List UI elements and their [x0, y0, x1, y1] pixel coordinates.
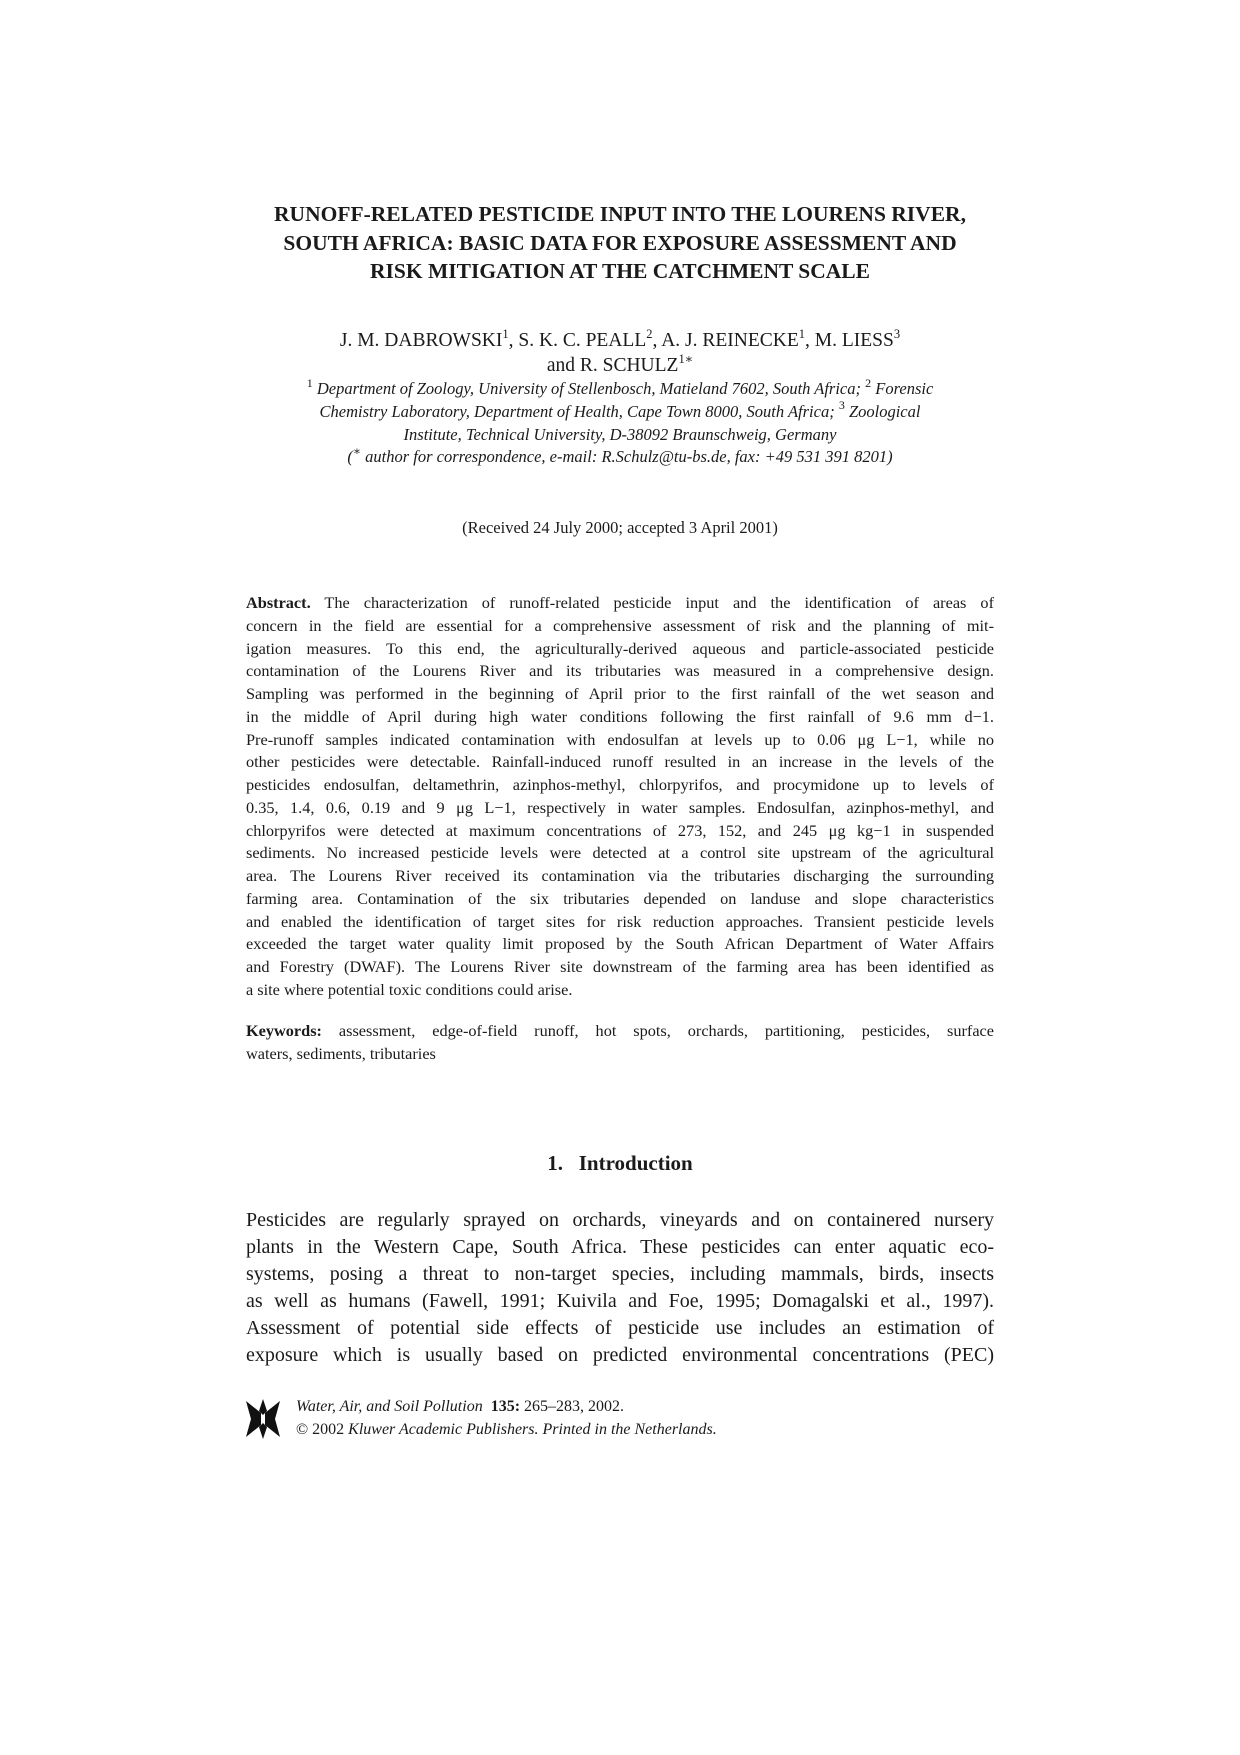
affil-text: Chemistry Laboratory, Department of Health, Cape Town 8000, South Africa;: [319, 401, 839, 421]
author-name: A. J. REINECKE: [661, 330, 799, 351]
received-dates: (Received 24 July 2000; accepted 3 April 2001): [462, 518, 778, 537]
citation: [296, 1395, 717, 1441]
paper-title: [230, 200, 1010, 286]
affiliation-line: Institute, Technical University, D-38092 Braunschweig, Germany: [403, 424, 837, 444]
abstract-line: sediments. No increased pesticide levels were detected at a control site upstream of the agricultural: [246, 843, 994, 863]
introduction-body: [246, 1207, 994, 1369]
body-line: Pesticides are regularly sprayed on orchards, vineyards and on containered nursery: [246, 1209, 994, 1231]
body-line: systems, posing a threat to non-target species, including mammals, birds, insects: [246, 1263, 994, 1285]
affil-marker: ∗: [352, 443, 362, 458]
author-name: S. K. C. PEALL: [518, 330, 647, 351]
author-name: J. M. DABROWSKI: [339, 330, 503, 351]
author-separator: ,: [652, 330, 662, 351]
affil-text: Department of Zoology, University of Stellenbosch, Matieland 7602, South Africa;: [312, 379, 866, 398]
copyright: © 2002: [296, 1421, 349, 1438]
abstract-line: chlorpyrifos were detected at maximum concentrations of 273, 152, and 245 μg kg−1 in suspended: [246, 820, 994, 840]
author-separator: ,: [508, 330, 519, 351]
abstract-line: and enabled the identification of target sites for risk reduction approaches. Transient pesticide levels: [246, 911, 994, 931]
affil-marker: 3: [838, 398, 845, 413]
citation-line: [296, 1395, 717, 1418]
abstract-line: and Forestry (DWAF). The Lourens River site downstream of the farming area has been identified as: [246, 957, 994, 976]
section-number: 1.: [547, 1151, 563, 1175]
body-line: as well as humans (Fawell, 1991; Kuivila and Foe, 1995; Domagalski et al., 1997).: [246, 1290, 994, 1312]
author-affil-marker: 2: [646, 326, 653, 341]
abstract-line: contamination of the Lourens River and its tributaries was measured in a comprehensive design.: [246, 661, 994, 681]
abstract-line: exceeded the target water quality limit proposed by the South African Department of Water Affairs: [246, 934, 994, 954]
publisher: Kluwer Academic Publishers. Printed in the Netherlands.: [348, 1421, 717, 1438]
keywords-line: waters, sediments, tributaries: [246, 1043, 436, 1063]
abstract-line: farming area. Contamination of the six tributaries depended on landuse and slope characteristics: [246, 888, 994, 908]
author-affil-marker: 1∗: [678, 351, 694, 366]
abstract-line: a site where potential toxic conditions could arise.: [246, 979, 573, 999]
keywords-text: assessment, edge-of-field runoff, hot spots, orchards, partitioning, pesticides, surface: [321, 1021, 994, 1040]
section-title-text: Introduction: [578, 1151, 693, 1175]
author-affil-marker: 1: [502, 326, 509, 341]
abstract-line: [246, 592, 994, 615]
author-separator: ,: [805, 330, 815, 351]
abstract-line: 0.35, 1.4, 0.6, 0.19 and 9 μg L−1, respectively in water samples. Endosulfan, azinphos-methyl, and: [246, 797, 994, 817]
abstract-line: Sampling was performed in the beginning of April prior to the first rainfall of the wet season and: [246, 684, 994, 703]
abstract-text: The characterization of runoff-related pesticide input and the identification of areas of: [310, 593, 994, 612]
body-line: exposure which is usually based on predicted environmental concentrations (PEC): [246, 1344, 994, 1366]
abstract-line: pesticides endosulfan, deltamethrin, azinphos-methyl, chlorpyrifos, and procymidone up to levels of: [246, 775, 994, 794]
keywords-line: [246, 1020, 994, 1043]
correspondence-line: [230, 443, 1010, 469]
section-heading: [230, 1151, 1010, 1176]
abstract: [246, 592, 994, 1002]
correspondence-text: author for correspondence, e-mail: R.Schulz@tu-bs.de, fax: +49 531 391 8201): [361, 447, 893, 467]
affiliation-line: [230, 375, 1010, 401]
abstract-line: in the middle of April during high water conditions following the first rainfall of 9.6 mm d−1.: [246, 706, 994, 726]
author-name: M. LIESS: [814, 330, 894, 351]
author-line: [230, 328, 1010, 353]
abstract-line: other pesticides were detectable. Rainfall-induced runoff resulted in an increase in the levels of the: [246, 752, 994, 772]
abstract-label: Abstract.: [246, 593, 311, 612]
author-name: and R. SCHULZ: [546, 355, 679, 376]
abstract-line: concern in the field are essential for a comprehensive assessment of risk and the planning of mit-: [246, 615, 994, 635]
title-line: RUNOFF-RELATED PESTICIDE INPUT INTO THE LOURENS RIVER,: [274, 202, 966, 226]
journal-footer: [246, 1395, 994, 1445]
affil-text: (: [347, 447, 353, 467]
title-line: SOUTH AFRICA: BASIC DATA FOR EXPOSURE ASSESSMENT AND: [283, 230, 957, 255]
body-line: plants in the Western Cape, South Africa. These pesticides can enter aquatic eco-: [246, 1236, 994, 1258]
keywords: [246, 1020, 994, 1066]
affil-text: Forensic: [871, 379, 934, 398]
body-line: Assessment of potential side effects of pesticide use includes an estimation of: [246, 1317, 994, 1339]
affil-marker: 1: [306, 375, 313, 390]
publisher-logo-icon: [246, 1399, 280, 1439]
journal-name: Water, Air, and Soil Pollution: [296, 1398, 483, 1415]
keywords-label: Keywords:: [246, 1021, 322, 1040]
title-line: RISK MITIGATION AT THE CATCHMENT SCALE: [370, 259, 870, 283]
journal-pages: 265–283, 2002.: [520, 1398, 625, 1415]
abstract-line: area. The Lourens River received its contamination via the tributaries discharging the surrounding: [246, 866, 994, 885]
affil-text: Zoological: [844, 401, 921, 421]
journal-volume: 135:: [490, 1398, 521, 1415]
affiliation-line: [230, 398, 1010, 424]
copyright-line: [296, 1418, 717, 1441]
abstract-line: igation measures. To this end, the agriculturally-derived aqueous and particle-associated pesticide: [246, 638, 994, 658]
affil-marker: 2: [865, 375, 872, 390]
author-affil-marker: 1: [798, 326, 806, 341]
abstract-line: Pre-runoff samples indicated contamination with endosulfan at levels up to 0.06 μg L−1, while no: [246, 729, 994, 749]
author-list: [230, 328, 1010, 378]
affiliations: [230, 375, 1010, 469]
author-affil-marker: 3: [893, 326, 901, 341]
author-line: [230, 353, 1010, 378]
